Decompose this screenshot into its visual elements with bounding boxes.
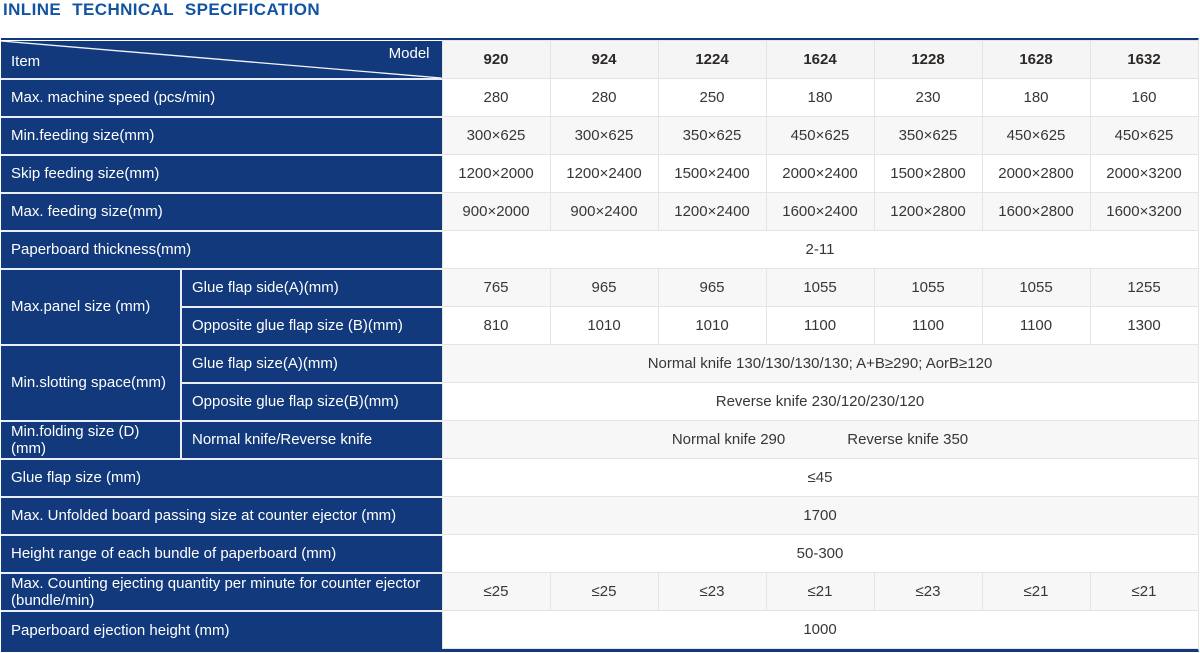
cell-value: 1600×2800 [982,193,1090,231]
diagonal-divider-line [1,41,442,78]
table-row [1,459,1198,497]
cell-value: 2000×3200 [1090,155,1198,193]
cell-value: 1200×2000 [442,155,550,193]
cell-value: 250 [658,79,766,117]
cell-value: 1010 [550,307,658,345]
corner-cell [1,41,442,79]
cell-value: 1500×2400 [658,155,766,193]
row-group-label: Min.slotting space(mm) [1,345,181,421]
cell-value: ≤21 [1090,573,1198,611]
table-row [1,307,1198,345]
table-row [1,155,1198,193]
cell-value: 900×2400 [550,193,658,231]
span-cell-value: 1700 [442,497,1198,535]
cell-value: 1500×2800 [874,155,982,193]
table-row [1,117,1198,155]
cell-value: 1055 [982,269,1090,307]
cell-value: 1100 [766,307,874,345]
table-row [1,193,1198,231]
cell-value: ≤25 [442,573,550,611]
cell-value: 1200×2400 [550,155,658,193]
span-cell-value: 1000 [442,611,1198,649]
model-label: Model [388,44,430,62]
model-header: 1628 [982,41,1090,79]
cell-value: 450×625 [982,117,1090,155]
span-cell-value: 2-11 [442,231,1198,269]
row-label: Min.folding size (D)(mm) [1,421,181,459]
cell-value: ≤25 [550,573,658,611]
row-label: Min.feeding size(mm) [1,117,442,155]
span-cell-value: ≤45 [442,459,1198,497]
table-row [1,41,1198,79]
row-label: Height range of each bundle of paperboard (mm) [1,535,442,573]
span-cell-part: Reverse knife 350 [847,431,969,448]
span-cell-value: Normal knife 130/130/130/130; A+B≥290; AorB≥120 [442,345,1198,383]
cell-value: 965 [658,269,766,307]
cell-value: 900×2000 [442,193,550,231]
cell-value: ≤21 [982,573,1090,611]
cell-value: 160 [1090,79,1198,117]
cell-value: 1200×2800 [874,193,982,231]
cell-value: 1010 [658,307,766,345]
row-label: Max. Unfolded board passing size at counter ejector (mm) [1,497,442,535]
model-header: 1624 [766,41,874,79]
table-row [1,79,1198,117]
row-sub-label: Normal knife/Reverse knife [181,421,442,459]
cell-value: 180 [766,79,874,117]
cell-value: 2000×2800 [982,155,1090,193]
row-sub-label: Opposite glue flap size (B)(mm) [181,307,442,345]
item-label: Item [11,52,41,70]
cell-value: 810 [442,307,550,345]
cell-value: 300×625 [442,117,550,155]
cell-value: 180 [982,79,1090,117]
table-row [1,383,1198,421]
model-header: 1224 [658,41,766,79]
cell-value: ≤23 [874,573,982,611]
row-label: Skip feeding size(mm) [1,155,442,193]
table-row [1,573,1198,611]
table-row [1,497,1198,535]
row-label: Glue flap size (mm) [1,459,442,497]
model-header: 920 [442,41,550,79]
cell-value: 280 [442,79,550,117]
row-label: Max. Counting ejecting quantity per minute for counter ejector (bundle/min) [1,573,442,611]
row-sub-label: Glue flap size(A)(mm) [181,345,442,383]
cell-value: 450×625 [1090,117,1198,155]
cell-value: 350×625 [658,117,766,155]
cell-value: 965 [550,269,658,307]
row-label: Max. feeding size(mm) [1,193,442,231]
table-row [1,231,1198,269]
cell-value: 1100 [982,307,1090,345]
cell-value: 1600×3200 [1090,193,1198,231]
model-header: 924 [550,41,658,79]
table-row [1,345,1198,383]
table-row [1,535,1198,573]
span-cell-value: Reverse knife 230/120/230/120 [442,383,1198,421]
cell-value: 230 [874,79,982,117]
row-sub-label: Glue flap side(A)(mm) [181,269,442,307]
span-cell-value [442,421,1198,459]
cell-value: 765 [442,269,550,307]
row-label: Paperboard thickness(mm) [1,231,442,269]
model-header: 1632 [1090,41,1198,79]
cell-value: 1255 [1090,269,1198,307]
spec-table [1,38,1199,652]
row-sub-label: Opposite glue flap size(B)(mm) [181,383,442,421]
cell-value: ≤23 [658,573,766,611]
cell-value: 1055 [766,269,874,307]
cell-value: 1600×2400 [766,193,874,231]
cell-value: 280 [550,79,658,117]
page-title: INLINE TECHNICAL SPECIFICATION [3,0,321,19]
cell-value: 1200×2400 [658,193,766,231]
cell-value: ≤21 [766,573,874,611]
row-label: Paperboard ejection height (mm) [1,611,442,649]
cell-value: 1300 [1090,307,1198,345]
cell-value: 1055 [874,269,982,307]
model-header: 1228 [874,41,982,79]
table-row [1,269,1198,307]
span-cell-value: 50-300 [442,535,1198,573]
cell-value: 1100 [874,307,982,345]
table-row [1,421,1198,459]
cell-value: 300×625 [550,117,658,155]
row-group-label: Max.panel size (mm) [1,269,181,345]
span-cell-part: Normal knife 290 [671,431,786,448]
row-label: Max. machine speed (pcs/min) [1,79,442,117]
table-row [1,611,1198,649]
cell-value: 2000×2400 [766,155,874,193]
spec-table-grid [1,40,1199,649]
cell-value: 450×625 [766,117,874,155]
cell-value: 350×625 [874,117,982,155]
